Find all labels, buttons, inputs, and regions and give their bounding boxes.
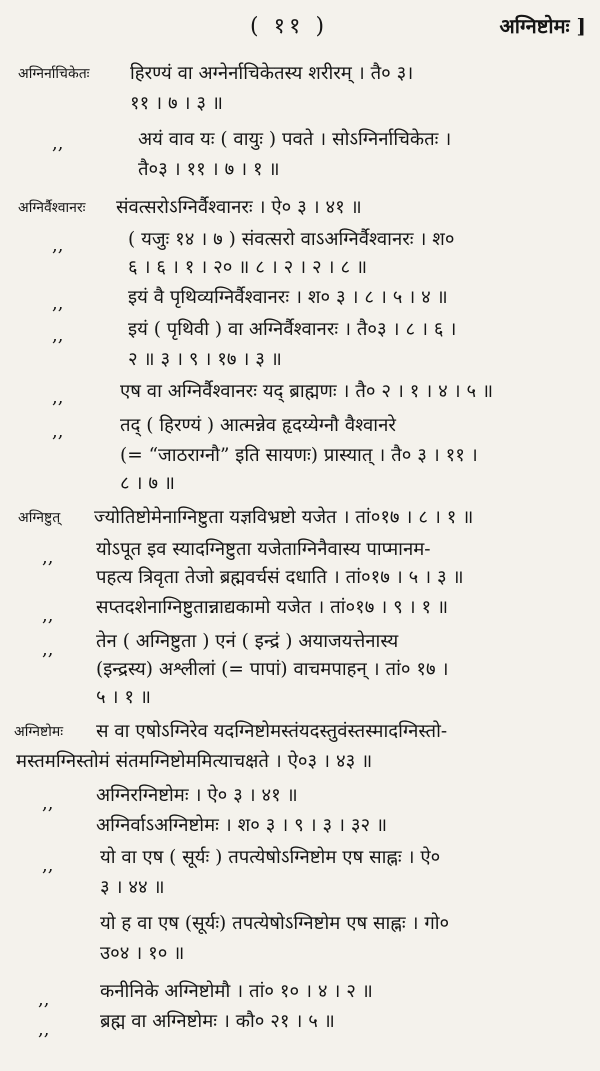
- ditto-mark: ,,: [42, 793, 54, 814]
- text-line: पहत्य त्रिवृता तेजो ब्रह्मवर्चसं दधाति । तां०१७ । ५ । ३ ॥: [96, 567, 464, 588]
- text-line: ११ । ७ । ३ ॥: [130, 93, 223, 114]
- text-line: संवत्सरोऽग्निर्वैश्वानरः । ऐ० ३ । ४१ ॥: [116, 197, 362, 218]
- text-line: ८ । ७ ॥: [120, 473, 175, 494]
- text-line: तद् ( हिरण्यं ) आत्मन्नेव हृदय्येग्नौ वैश्वानरे: [120, 415, 396, 436]
- text-line: इयं ( पृथिवी ) वा अग्निर्वैश्वानरः । तै०३ । ८ । ६ ।: [128, 319, 457, 340]
- text-line: ज्योतिष्टोमेनाग्निष्टुता यज्ञविभ्रष्टो यजेत । तां०१७ । ८ । १ ॥: [94, 507, 474, 528]
- text-line: एष वा अग्निर्वैश्वानरः यद् ब्राह्मणः । तै० २ । १ । ४ । ५ ॥: [120, 381, 494, 402]
- text-line: अग्निर्वाऽअग्निष्टोमः । श० ३ । ९ । ३ । ३२ ॥: [96, 815, 388, 836]
- text-line: अयं वाव यः ( वायुः ) पवते । सोऽग्निर्नाचिकेतः ।: [138, 129, 452, 150]
- text-line: (= “जाठराग्नौ” इति सायणः) प्रास्यात् । तै० ३ । ११ ।: [120, 445, 478, 466]
- lemma-heading: अग्निर्वैश्वानरः: [18, 200, 86, 216]
- page-header: [0, 6, 600, 40]
- ditto-mark: ,,: [52, 387, 64, 408]
- ditto-mark: ,,: [42, 547, 54, 568]
- text-line: ६ । ६ । १ । २० ॥ ८ । २ । २ । ८ ॥: [128, 257, 368, 278]
- text-line: मस्तमग्निस्तोमं संतमग्निष्टोममित्याचक्षते । ऐ०३ । ४३ ॥: [16, 751, 373, 772]
- text-line: २ ॥ ३ । ९ । १७ । ३ ॥: [128, 349, 282, 370]
- text-line: ( यजुः १४ । ७ ) संवत्सरो वाऽअग्निर्वैश्वानरः । श०: [128, 229, 455, 250]
- text-line: तेन ( अग्निष्टुता ) एनं ( इन्द्रं ) अयाजयत्तेनास्य: [96, 631, 399, 652]
- running-title: अग्निष्टोमः ]: [499, 14, 586, 38]
- text-line: सप्तदशेनाग्निष्टुतान्नाद्यकामो यजेत । तां०१७ । ९ । १ ॥: [96, 597, 449, 618]
- ditto-mark: ,,: [52, 133, 64, 154]
- text-line: तै०३ । ११ । ७ । १ ॥: [138, 159, 280, 180]
- text-line: अग्निरग्निष्टोमः । ऐ० ३ । ४१ ॥: [96, 785, 298, 806]
- ditto-mark: ,,: [38, 989, 50, 1010]
- ditto-mark: ,,: [52, 293, 64, 314]
- text-line: उ०४ । १० ॥: [100, 943, 185, 964]
- lemma-heading: अग्निर्नाचिकेतः: [18, 66, 90, 82]
- text-line: यो वा एष ( सूर्यः ) तपत्येषोऽग्निष्टोम एष साह्नः । ऐ०: [100, 847, 441, 868]
- text-line: योऽपूत इव स्यादग्निष्टुता यजेताग्निनैवास्य पाप्मानम-: [96, 539, 431, 560]
- lemma-heading: अग्निष्टुत्: [18, 510, 61, 526]
- text-line: ५ । १ ॥: [96, 687, 151, 708]
- text-line: कनीनिके अग्निष्टोमौ । तां० १० । ४ । २ ॥: [100, 981, 373, 1002]
- text-line: स वा एषोऽग्निरेव यदग्निष्टोमस्तंयदस्तुवंस्तस्मादग्निस्तो-: [96, 721, 448, 742]
- ditto-mark: ,,: [42, 855, 54, 876]
- text-line: ३ । ४४ ॥: [100, 877, 165, 898]
- ditto-mark: ,,: [52, 421, 64, 442]
- ditto-mark: ,,: [38, 1019, 50, 1040]
- ditto-mark: ,,: [42, 605, 54, 626]
- page-number: ( ११ ): [250, 14, 329, 39]
- text-line: (इन्द्रस्य) अश्लीलां (= पापां) वाचमपाहन् । तां० १७ ।: [96, 659, 449, 680]
- text-line: इयं वै पृथिव्यग्निर्वैश्वानरः । श० ३ । ८ । ५ । ४ ॥: [128, 287, 448, 308]
- ditto-mark: ,,: [52, 325, 64, 346]
- ditto-mark: ,,: [42, 639, 54, 660]
- ditto-mark: ,,: [52, 235, 64, 256]
- text-line: यो ह वा एष (सूर्यः) तपत्येषोऽग्निष्टोम एष साह्नः । गो०: [100, 913, 450, 934]
- lemma-heading: अग्निष्टोमः: [14, 724, 64, 740]
- text-line: हिरण्यं वा अग्नेर्नाचिकेतस्य शरीरम् । तै० ३।: [130, 63, 414, 84]
- text-line: ब्रह्म वा अग्निष्टोमः । कौ० २१ । ५ ॥: [100, 1011, 335, 1032]
